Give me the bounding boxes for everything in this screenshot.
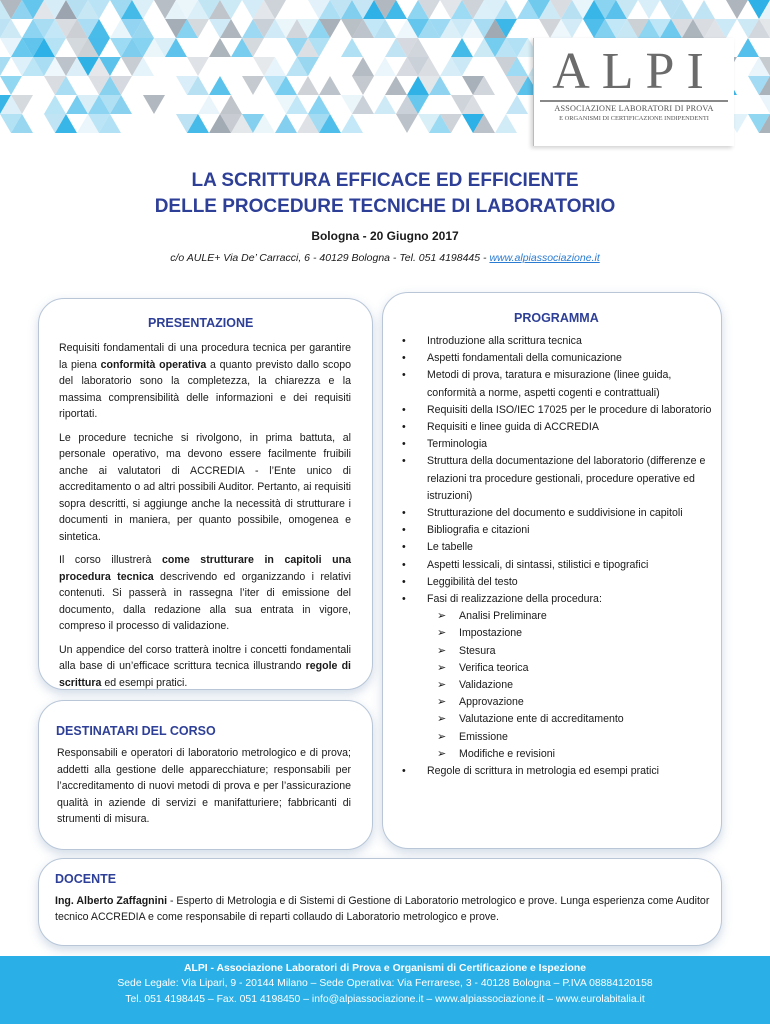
programma-item xyxy=(400,539,718,556)
programma-heading: PROGRAMMA xyxy=(514,311,599,325)
decorative-triangle xyxy=(506,95,528,114)
bullet-icon: • xyxy=(402,575,406,588)
bullet-icon: • xyxy=(402,438,406,451)
logo-divider xyxy=(540,100,728,102)
fasi-item-text: Modifiche e revisioni xyxy=(459,747,555,760)
bullet-icon: • xyxy=(402,369,406,382)
presentazione-paragraph-2: Le procedure tecniche si rivolgono, in prima battuta, al personale operativo, ma devono essere facilmente fruibili anche ai valutatori di ACCREDIA - l’Ente unico di accreditamento o ad altri possibili Auditor. Pertanto, ai requisiti sopra descritti, si aggiunge anche la necessità di strutturare i documenti in maniera, per quanto possibile, omogenea e sintetica. xyxy=(59,431,351,543)
decorative-triangle xyxy=(693,0,715,19)
destinatari-text: Responsabili e operatori di laboratorio metrologico e di prova; addetti alla gestione delle apparecchiature; responsabili per l’accreditamento di nuovi metodi di prova e per l’assicurazione qualità in aziende di servizi e manifatturiere; fabbricanti di strumenti di misura. xyxy=(57,747,351,825)
decorative-triangle xyxy=(297,76,319,95)
programma-item xyxy=(400,574,718,591)
programma-item xyxy=(400,350,718,367)
decorative-triangle xyxy=(385,76,407,95)
docente-name: Ing. Alberto Zaffagnini xyxy=(55,895,168,907)
alpi-logo xyxy=(533,38,734,146)
docente-text xyxy=(55,893,717,925)
arrow-bullet-icon: ➢ xyxy=(437,747,447,760)
decorative-triangle xyxy=(308,95,330,114)
logo-subtitle-1: ASSOCIAZIONE LABORATORI DI PROVA xyxy=(554,104,714,113)
presentazione-paragraph-3: Il corso illustrerà come strutturare in capitoli una procedura tecnica descrivendo ed organizzando i relativi contenuti. Si passerà in rassegna l’iter di emissione del documento, dalla redazione alla sua entrata in vigore, compreso il processo di validazione. xyxy=(59,554,351,632)
bullet-icon: • xyxy=(402,524,406,537)
programma-item-text: Regole di scrittura in metrologia ed esempi pratici xyxy=(427,765,659,778)
decorative-triangle xyxy=(451,38,473,57)
programma-item-text: Terminologia xyxy=(427,438,488,451)
programma-item-text: Fasi di realizzazione della procedura: xyxy=(427,593,602,606)
programma-item xyxy=(400,557,718,574)
decorative-triangle xyxy=(638,0,660,19)
programma-item xyxy=(400,505,718,522)
bullet-icon: • xyxy=(402,421,406,434)
fasi-item-text: Analisi Preliminare xyxy=(459,610,547,623)
presentazione-paragraph-4: Un appendice del corso tratterà inoltre i concetti fondamentali alla base di un’efficace scrittura tecnica illustrando regole di scrittura ed esempi pratici. xyxy=(59,643,351,689)
bullet-icon: • xyxy=(402,352,406,365)
fasi-item xyxy=(427,729,718,746)
decorative-triangle xyxy=(396,114,418,133)
footer-contacts: Tel. 051 4198445 – Fax. 051 4198450 – info@alpiassociazione.it – www.alpiassociazione.it – www.eurolabitalia.it xyxy=(125,993,645,1005)
decorative-triangle xyxy=(737,38,759,57)
decorative-triangle xyxy=(187,57,209,76)
programma-item-text: Introduzione alla scrittura tecnica xyxy=(427,335,582,347)
decorative-triangle xyxy=(220,95,242,114)
website-link[interactable]: www.alpiassociazione.it xyxy=(489,252,600,264)
programma-item xyxy=(400,419,718,436)
bullet-icon: • xyxy=(402,593,406,606)
fasi-item xyxy=(427,660,718,677)
presentazione-heading: PRESENTAZIONE xyxy=(148,316,254,330)
programma-item-text: Bibliografia e citazioni xyxy=(427,524,530,537)
arrow-bullet-icon: ➢ xyxy=(437,661,447,674)
footer-org-name: ALPI - Associazione Laboratori di Prova e Organismi di Certificazione e Ispezione xyxy=(183,963,587,974)
decorative-triangle xyxy=(198,95,220,114)
fasi-item-text: Verifica teorica xyxy=(459,661,529,674)
decorative-triangle xyxy=(352,57,374,76)
decorative-triangle xyxy=(319,76,341,95)
programma-item-text: Struttura della documentazione del laboratorio (differenze e relazioni tra procedure gestionali, procedure operative ed istruzioni) xyxy=(427,455,706,502)
fasi-item xyxy=(427,625,718,642)
arrow-bullet-icon: ➢ xyxy=(437,627,447,640)
fasi-item-text: Impostazione xyxy=(459,627,523,640)
fasi-item-text: Stesura xyxy=(459,644,496,657)
fasi-item xyxy=(427,643,718,660)
arrow-bullet-icon: ➢ xyxy=(437,730,447,743)
docente-heading: DOCENTE xyxy=(55,872,117,886)
decorative-triangle xyxy=(726,0,748,19)
programma-item-text: Requisiti e linee guida di ACCREDIA xyxy=(427,421,599,434)
decorative-triangle xyxy=(759,95,770,114)
presentazione-paragraph-1: Requisiti fondamentali di una procedura tecnica per garantire la piena conformità operativa a quanto previsto dallo scopo del laboratorio sono la completezza, la chiarezza e la massima comprensibilità delle informazioni e dei requisiti riportati. xyxy=(59,342,351,420)
decorative-triangle xyxy=(341,114,363,133)
decorative-triangle xyxy=(0,57,11,76)
decorative-triangle xyxy=(275,114,297,133)
fasi-item xyxy=(427,694,718,711)
bullet-icon: • xyxy=(402,507,406,520)
decorative-triangle xyxy=(0,76,22,95)
fasi-item xyxy=(427,677,718,694)
bullet-icon: • xyxy=(402,541,406,554)
fasi-sublist xyxy=(427,608,718,763)
fasi-item xyxy=(427,711,718,728)
decorative-triangle xyxy=(209,38,231,57)
decorative-triangle xyxy=(242,76,264,95)
bullet-icon: • xyxy=(402,335,406,347)
arrow-bullet-icon: ➢ xyxy=(437,696,447,709)
fasi-item-text: Valutazione ente di accreditamento xyxy=(459,713,624,726)
programma-item-text: Aspetti lessicali, di sintassi, stilistici e tipografici xyxy=(427,558,649,571)
presentazione-text xyxy=(59,340,351,698)
logo-subtitle-2: E ORGANISMI DI CERTIFICAZIONE INDIPENDENTI xyxy=(559,115,709,122)
fasi-item xyxy=(427,608,718,625)
programma-item-text: Le tabelle xyxy=(427,541,473,554)
programma-item-text: Leggibilità del testo xyxy=(427,575,518,588)
course-title-line-1: LA SCRITTURA EFFICACE ED EFFICIENTE xyxy=(191,170,579,191)
logo-wordmark: ALPI xyxy=(552,43,716,100)
decorative-triangle xyxy=(374,57,396,76)
decorative-triangle xyxy=(341,38,363,57)
course-date: Bologna - 20 Giugno 2017 xyxy=(311,229,459,243)
bullet-icon: • xyxy=(402,455,406,468)
programma-list xyxy=(400,333,718,780)
decorative-triangle xyxy=(352,76,374,95)
programma-item xyxy=(400,453,718,505)
programma-item xyxy=(400,436,718,453)
programma-item xyxy=(400,522,718,539)
programma-item xyxy=(400,333,718,350)
course-venue xyxy=(0,252,770,264)
fasi-item xyxy=(427,746,718,763)
programma-item-text: Requisiti della ISO/IEC 17025 per le procedure di laboratorio xyxy=(427,403,712,416)
course-title-line-2: DELLE PROCEDURE TECNICHE DI LABORATORIO xyxy=(154,196,616,217)
arrow-bullet-icon: ➢ xyxy=(437,679,447,692)
programma-item-text: Strutturazione del documento e suddivisione in capitoli xyxy=(427,507,683,520)
arrow-bullet-icon: ➢ xyxy=(437,610,447,623)
programma-item-fasi xyxy=(400,591,718,763)
fasi-item-text: Emissione xyxy=(459,730,508,743)
decorative-triangle xyxy=(143,95,165,114)
programma-item-last xyxy=(400,763,718,780)
decorative-triangle xyxy=(209,76,231,95)
decorative-triangle xyxy=(495,114,517,133)
fasi-item-text: Validazione xyxy=(459,679,513,692)
decorative-triangle xyxy=(44,95,66,114)
footer-addresses: Sede Legale: Via Lipari, 9 - 20144 Milano – Sede Operativa: Via Ferrarese, 3 - 40128 Bologna – P.IVA 08884120158 xyxy=(117,978,653,990)
arrow-bullet-icon: ➢ xyxy=(437,644,447,657)
programma-item xyxy=(400,402,718,419)
fasi-item-text: Approvazione xyxy=(459,696,524,709)
bullet-icon: • xyxy=(402,403,406,416)
arrow-bullet-icon: ➢ xyxy=(437,713,447,726)
programma-item-text: Metodi di prova, taratura e misurazione (linee guida, conformità a norme, aspetti cogenti e contrattuali) xyxy=(427,369,672,399)
footer xyxy=(0,956,770,1024)
bullet-icon: • xyxy=(402,765,406,778)
programma-item-text: Aspetti fondamentali della comunicazione xyxy=(427,352,622,365)
programma-item xyxy=(400,367,718,401)
decorative-triangle xyxy=(374,95,396,114)
docente-bio: - Esperto di Metrologia e di Sistemi di Gestione di Laboratorio metrologico e prove. Lunga esperienza come Auditor tecnico ACCREDIA e come responsabile di reparti collaudo di Laboratorio metrologico e prove. xyxy=(55,895,710,923)
venue-address: c/o AULE+ Via De’ Carracci, 6 - 40129 Bologna - Tel. 051 4198445 - xyxy=(170,252,490,264)
destinatari-heading: DESTINATARI DEL CORSO xyxy=(56,724,216,738)
bullet-icon: • xyxy=(402,558,406,571)
